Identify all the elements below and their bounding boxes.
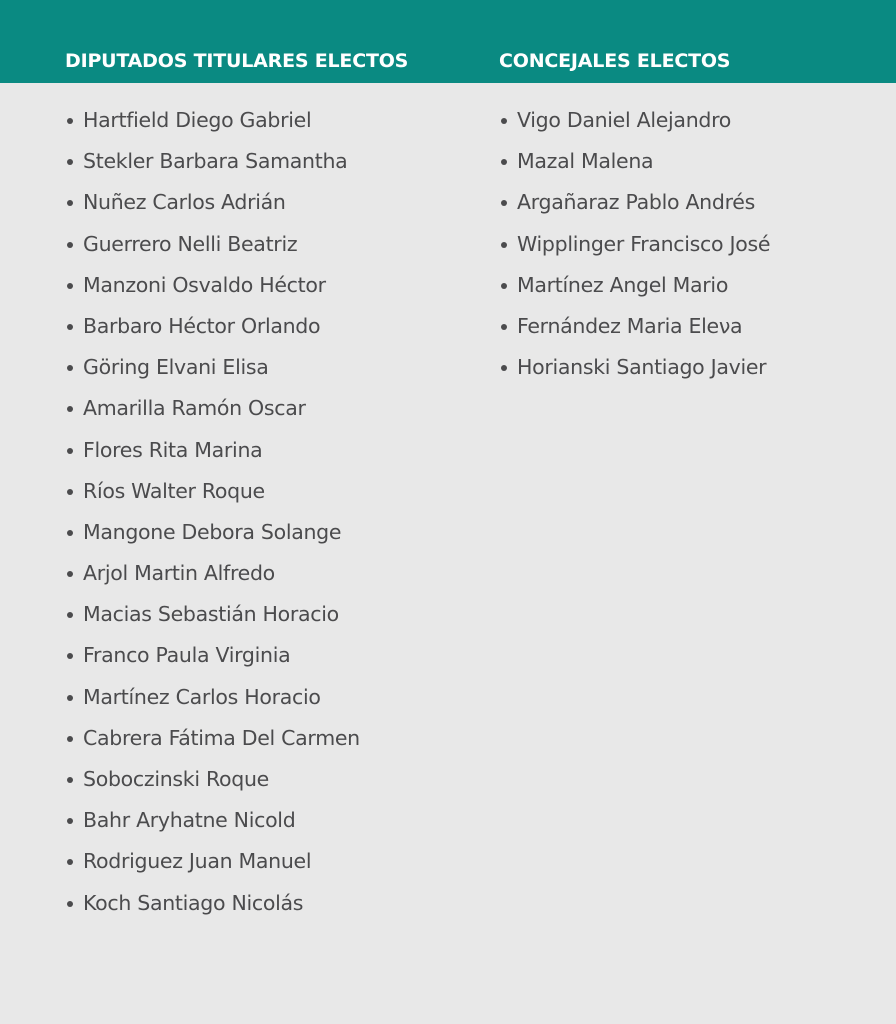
bullet-icon bbox=[501, 200, 507, 206]
diputado-name: Göring Elvani Elisa bbox=[83, 355, 269, 380]
list-item bbox=[66, 883, 360, 924]
bullet-icon bbox=[67, 653, 73, 659]
diputado-name: Franco Paula Virginia bbox=[83, 643, 291, 668]
bullet-icon bbox=[67, 695, 73, 701]
diputado-name: Martínez Carlos Horacio bbox=[83, 684, 321, 709]
diputado-name: Mangone Debora Solange bbox=[83, 519, 342, 544]
bullet-icon bbox=[67, 612, 73, 618]
list-item bbox=[500, 182, 770, 223]
list-item bbox=[66, 759, 360, 800]
list-item bbox=[66, 265, 360, 306]
diputado-name: Amarilla Ramón Oscar bbox=[83, 396, 306, 421]
bullet-icon bbox=[67, 118, 73, 124]
diputado-name: Ríos Walter Roque bbox=[83, 478, 265, 503]
list-item bbox=[66, 594, 360, 635]
list-item bbox=[500, 306, 770, 347]
diputados-list bbox=[66, 100, 360, 924]
bullet-icon bbox=[67, 283, 73, 289]
bullet-icon bbox=[67, 159, 73, 165]
diputado-name: Bahr Aryhatne Nicold bbox=[83, 808, 296, 833]
list-item bbox=[500, 224, 770, 265]
concejal-name: Vigo Daniel Alejandro bbox=[517, 108, 732, 132]
concejal-name: Fernández Maria Eleνa bbox=[517, 313, 743, 338]
bullet-icon bbox=[501, 283, 507, 289]
bullet-icon bbox=[67, 777, 73, 783]
diputado-name: Cabrera Fátima Del Carmen bbox=[83, 725, 360, 750]
bullet-icon bbox=[67, 406, 73, 412]
list-item bbox=[66, 512, 360, 553]
concejales-title: CONCEJALES ELECTOS bbox=[499, 50, 731, 72]
bullet-icon bbox=[501, 365, 507, 371]
bullet-icon bbox=[501, 159, 507, 165]
bullet-icon bbox=[501, 118, 507, 124]
list-item bbox=[500, 100, 770, 141]
list-item bbox=[66, 182, 360, 223]
diputado-name: Guerrero Nelli Beatriz bbox=[83, 231, 298, 256]
list-item bbox=[66, 100, 360, 141]
list-item bbox=[66, 635, 360, 676]
bullet-icon bbox=[67, 448, 73, 454]
diputado-name: Macias Sebastián Horacio bbox=[83, 602, 339, 627]
bullet-icon bbox=[67, 200, 73, 206]
list-item bbox=[66, 388, 360, 429]
concejales-list bbox=[500, 100, 770, 388]
concejal-name: Wipplinger Francisco José bbox=[517, 231, 771, 256]
diputado-name: Stekler Barbara Samantha bbox=[83, 149, 348, 174]
bullet-icon bbox=[67, 489, 73, 495]
bullet-icon bbox=[67, 365, 73, 371]
bullet-icon bbox=[67, 242, 73, 248]
list-item bbox=[66, 347, 360, 388]
list-item bbox=[66, 800, 360, 841]
list-item bbox=[66, 841, 360, 882]
diputado-name: Soboczinski Roque bbox=[83, 767, 269, 791]
diputado-name: Flores Rita Marina bbox=[83, 437, 263, 462]
bullet-icon bbox=[501, 242, 507, 248]
list-item bbox=[66, 306, 360, 347]
bullet-icon bbox=[67, 859, 73, 865]
bullet-icon bbox=[67, 530, 73, 536]
concejal-name: Martínez Angel Mario bbox=[517, 272, 729, 297]
list-item bbox=[66, 224, 360, 265]
bullet-icon bbox=[67, 736, 73, 742]
bullet-icon bbox=[67, 571, 73, 577]
concejal-name: Horianski Santiago Javier bbox=[517, 355, 767, 380]
diputado-name: Barbaro Héctor Orlando bbox=[83, 313, 321, 338]
list-item bbox=[66, 677, 360, 718]
diputado-name: Hartfield Diego Gabriel bbox=[83, 108, 312, 132]
bullet-icon bbox=[501, 324, 507, 330]
bullet-icon bbox=[67, 324, 73, 330]
list-item bbox=[500, 141, 770, 182]
list-item bbox=[66, 471, 360, 512]
list-item bbox=[500, 265, 770, 306]
diputado-name: Nuñez Carlos Adrián bbox=[83, 190, 286, 215]
diputado-name: Rodriguez Juan Manuel bbox=[83, 849, 312, 874]
diputado-name: Koch Santiago Nicolás bbox=[83, 890, 304, 915]
bullet-icon bbox=[67, 901, 73, 907]
diputados-title: DIPUTADOS TITULARES ELECTOS bbox=[65, 50, 409, 72]
bullet-icon bbox=[67, 818, 73, 824]
list-item bbox=[66, 430, 360, 471]
list-item bbox=[66, 718, 360, 759]
list-item bbox=[66, 141, 360, 182]
list-item bbox=[500, 347, 770, 388]
diputado-name: Manzoni Osvaldo Héctor bbox=[83, 272, 326, 297]
concejal-name: Mazal Malena bbox=[517, 149, 654, 174]
list-item bbox=[66, 553, 360, 594]
diputado-name: Arjol Martin Alfredo bbox=[83, 561, 275, 586]
concejal-name: Argañaraz Pablo Andrés bbox=[517, 190, 755, 215]
